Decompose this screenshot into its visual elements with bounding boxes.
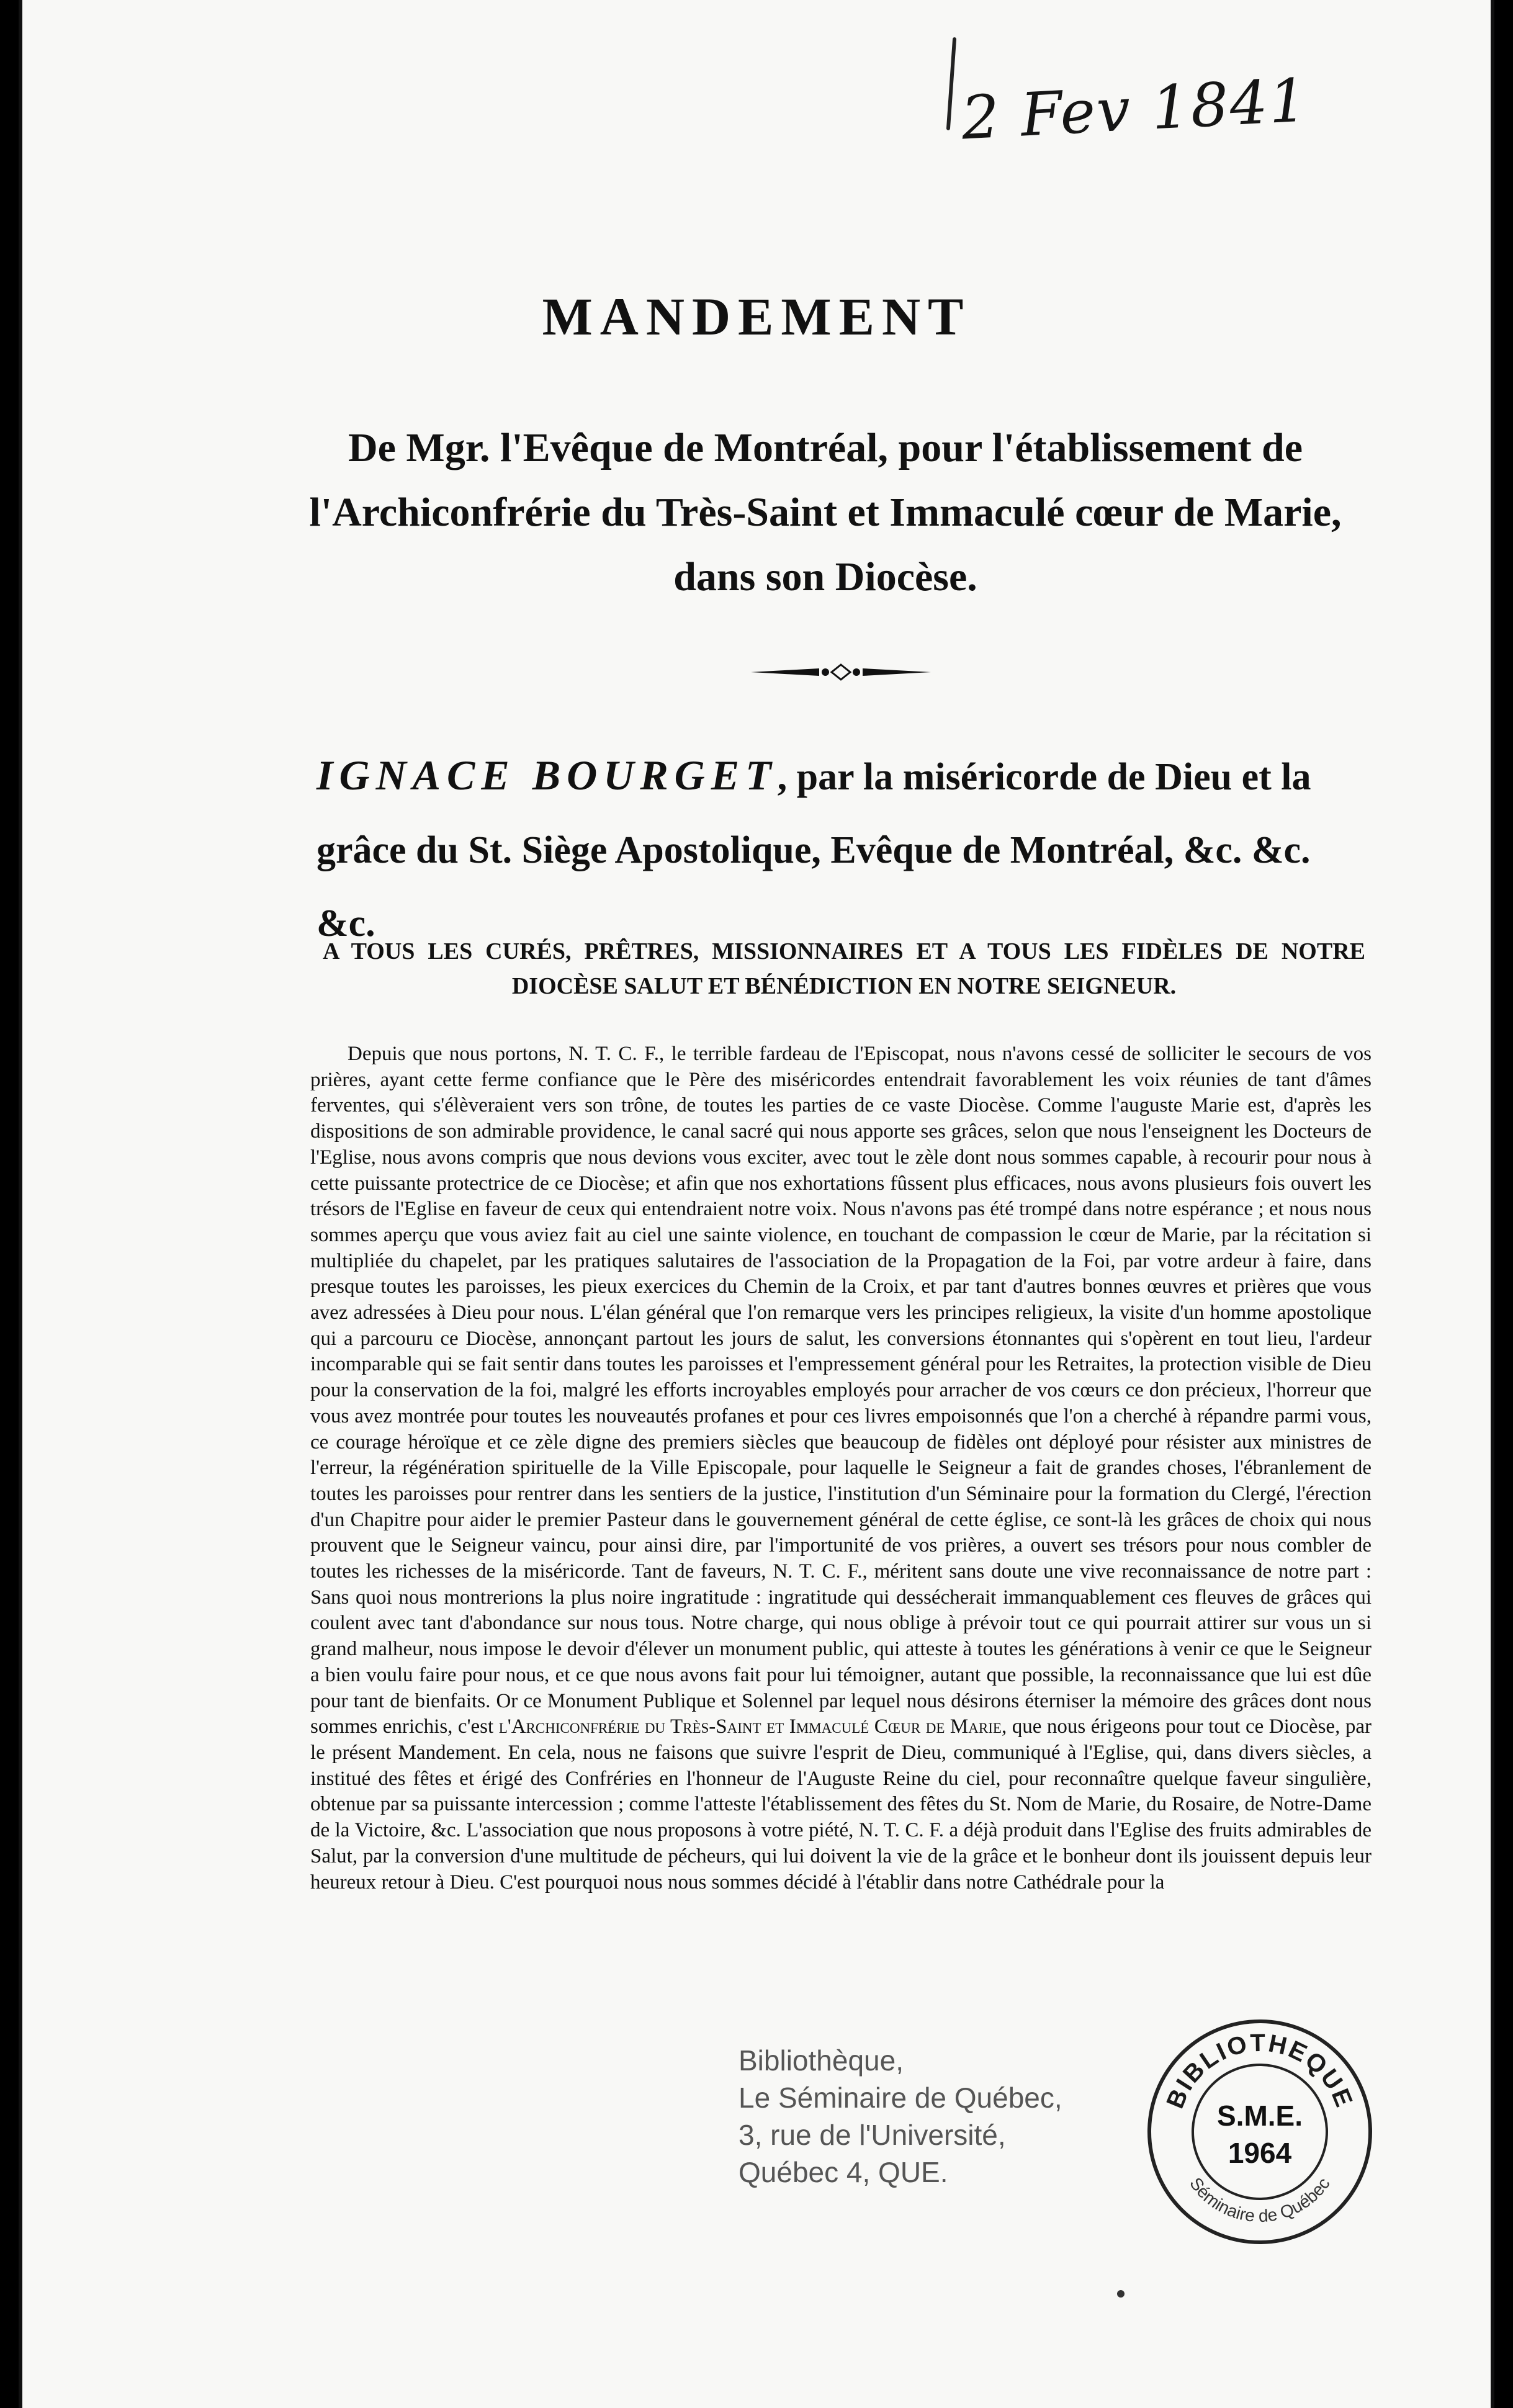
document-page (19, 0, 1494, 2408)
body-part-1: Depuis que nous portons, N. T. C. F., le terrible fardeau de l'Episcopat, nous n'avons cessé de solliciter le secours de vos prières, ayant cette ferme confiance que le Père des miséricordes entendrait favorablement les voix réunies de tant d'âmes ferventes, qui s'élèveraient vers son trône, de toutes les parties de ce vaste Diocèse. Comme l'auguste Marie est, d'après les dispositions de son admirable providence, le canal sacré qui nous apporte ses grâces, selon que nous l'enseignent les Docteurs de l'Eglise, nous avons compris que nous devions vous exciter, avec tout le zèle dont nous sommes capable, à recourir pour nous à cette puissante protectrice de ce Diocèse; et afin que nos exhortations fûssent plus efficaces, nous avons plusieurs fois ouvert les trésors de l'Eglise en faveur de ceux qui entendraient notre voix. Nous n'avons pas été trompé dans notre espérance ; et nous nous sommes aperçu que vous aviez fait au ciel une sainte violence, en touchant de compassion le cœur de Marie, par la récitation si multipliée du chapelet, par les pratiques salutaires de l'association de la Propagation de la Foi, par votre ardeur à faire, dans presque toutes les paroisses, les pieux exercices du Chemin de la Croix, et par tant d'autres bonnes œuvres et prières que vous avez adressées à Dieu pour nous. L'élan général que l'on remarque vers les principes religieux, la visite d'un homme apostolique qui a parcouru ce Diocèse, annonçant partout les jours de salut, les conversions étonnantes qui s'opèrent en tout lieu, l'ardeur incomparable qui se fait sentir dans toutes les paroisses et l'empressement général pour les Retraites, la protection visible de Dieu pour la conservation de la foi, malgré les efforts incroyables employés pour arracher de vos cœurs ce don précieux, l'horreur que vous avez montrée pour toutes les nouveautés profanes et pour ces livres empoisonnés que l'on a cherché à répandre parmi vous, ce courage héroïque et ce zèle digne des premiers siècles que beaucoup de fidèles ont déployé pour résister aux ministres de l'erreur, la régénération spirituelle de la Ville Episcopale, pour laquelle le Seigneur a fait de grandes choses, l'ébranlement de toutes les paroisses pour rentrer dans les sentiers de la justice, l'institution d'un Séminaire pour la formation du Clergé, l'érection d'un Chapitre pour aider le premier Pasteur dans le gouvernement général de cette église, ce sont-là les grâces de choix qui nous prouvent que le Seigneur vaincu, pour ainsi dire, par l'importunité de vos prières, a ouvert ses trésors pour nous combler de toutes les richesses de la miséricorde. Tant de faveurs, N. T. C. F., méritent sans doute une vive reconnaissance de notre part : Sans quoi nous montrerions la plus noire ingratitude : ingratitude qui dessécherait immanquablement ces fleuves de grâces qui coulent avec tant d'abondance sur nous tous. Notre charge, qui nous oblige à prévoir tout ce qui pourrait attirer sur vous un si grand malheur, nous impose le devoir d'élever un monument public, qui atteste à toutes les générations à venir ce que le Seigneur a bien voulu faire pour nous, et ce que nous avons fait pour lui témoigner, autant que possible, la reconnaissance que lui est dûe pour tant de bienfaits. Or ce Monument Publique et Solennel par lequel nous désirons éterniser la mémoire des grâces dont nous sommes enrichis, c'est (310, 1043, 1372, 1738)
library-stamp (739, 2042, 1123, 2191)
seal-year: 1964 (1228, 2137, 1292, 2169)
seal-ring-bottom: Séminaire de Québec (1186, 2173, 1334, 2226)
handwritten-stroke (946, 37, 956, 130)
library-stamp-line: Le Séminaire de Québec, (739, 2082, 1062, 2114)
seminary-seal (1142, 2014, 1378, 2250)
bishop-intro (317, 739, 1372, 960)
film-edge-right (1491, 0, 1494, 2408)
document-title: MANDEMENT (542, 287, 971, 346)
library-stamp-line: 3, rue de l'Université, (739, 2119, 1006, 2151)
handwritten-date: 2 Fev 1841 (959, 65, 1310, 153)
ink-speck (1117, 2290, 1125, 2298)
seal-code: S.M.E. (1216, 2100, 1303, 2132)
seal-ring-top: BIBLIOTHEQUE (1161, 2029, 1358, 2113)
salutation: A TOUS LES CURÉS, PRÊTRES, MISSIONNAIRES ET A TOUS LES FIDÈLES DE NOTRE DIOCÈSE SALUT ET BÉNÉDICTION EN NOTRE SEIGNEUR. (323, 938, 1365, 999)
library-stamp-line: Québec 4, QUE. (739, 2156, 948, 2188)
bishop-name: IGNACE BOURGET (317, 752, 778, 799)
ornament-divider (751, 663, 931, 681)
bishop-titles: , par la miséricorde de Dieu et la grâce du St. Siège Apostolique, Evêque de Montréal, &c. &c. &c. (317, 756, 1311, 945)
body-text (310, 1041, 1372, 1895)
library-stamp-line: Bibliothèque, (739, 2044, 904, 2077)
archconfraternity-name: l'Archiconfrérie du Très-Saint et Immaculé Cœur de Marie (498, 1715, 1002, 1738)
body-part-2: , que nous érigeons pour tout ce Diocèse, par le présent Mandement. En cela, nous ne faisons que suivre l'esprit de Dieu, communiqué à l'Eglise, qui, dans divers siècles, a institué des fêtes et érigé des Confréries en l'honneur de l'Auguste Reine du ciel, pour reconnaître quelque faveur singulière, obtenue par sa puissante intercession ; comme l'atteste l'établissement des fêtes du St. Nom de Marie, du Rosaire, de Notre-Dame de la Victoire, &c. L'association que nous proposons à votre piété, N. T. C. F. a déjà produit dans l'Eglise des fruits admirables de Salut, par la conversion d'une multitude de pécheurs, qui lui doivent la vie de la grâce et le bonheur dont ils jouissent depuis leur heureux retour à Dieu. C'est pourquoi nous nous sommes décidé à l'établir dans notre Cathédrale pour la (310, 1715, 1372, 1894)
document-subtitle: De Mgr. l'Evêque de Montréal, pour l'établissement de l'Archiconfrérie du Très-Saint et Immaculé cœur de Marie, dans son Diocèse. (309, 425, 1342, 600)
film-edge-left (19, 0, 22, 2408)
